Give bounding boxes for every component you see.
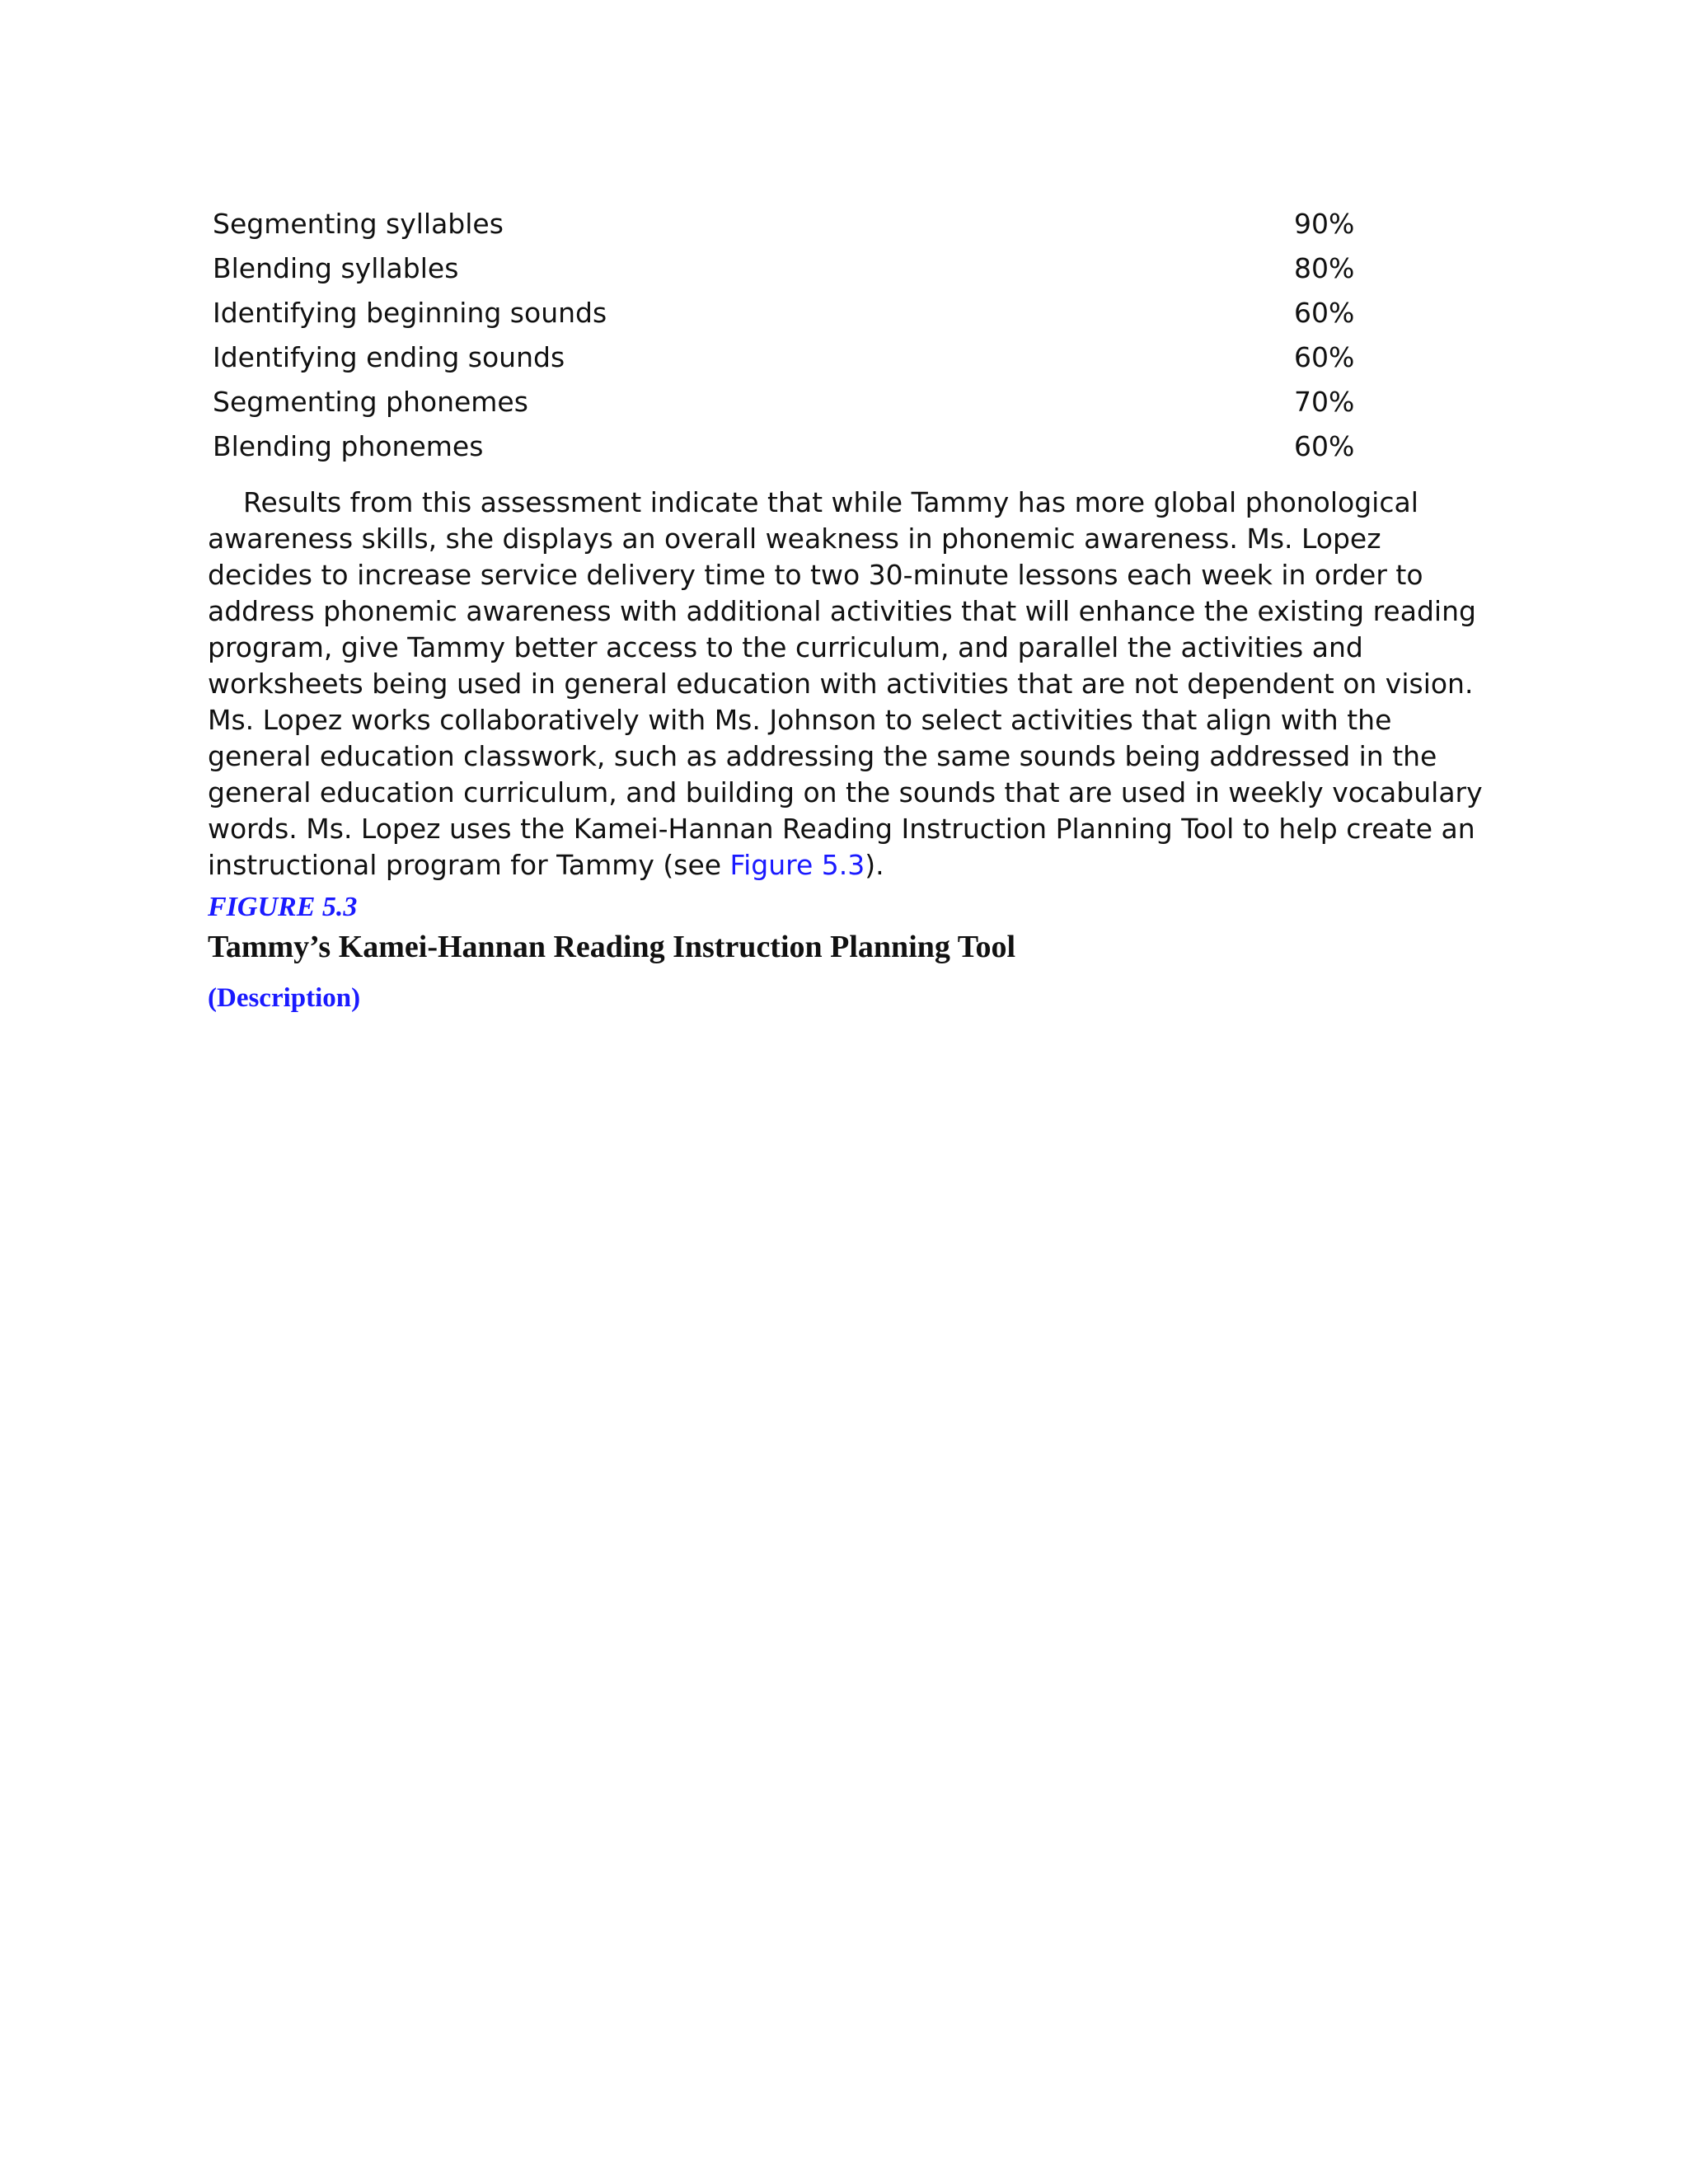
score-cell: 60% [1294,296,1355,329]
table-row [208,201,1362,246]
skill-cell: Blending syllables [213,251,459,284]
skill-cell: Segmenting syllables [213,207,504,240]
figure-description-link[interactable]: (Description) [208,983,361,1013]
table-row [208,424,1362,468]
skill-cell: Identifying beginning sounds [213,296,607,329]
table-row [208,290,1362,335]
assessment-results-table [208,201,1362,468]
figure-reference-link[interactable]: Figure 5.3 [729,849,865,881]
table-row [208,379,1362,424]
skill-cell: Identifying ending sounds [213,340,565,373]
score-cell: 90% [1294,207,1355,240]
table-row [208,246,1362,290]
score-cell: 60% [1294,340,1355,373]
score-cell: 70% [1294,385,1355,418]
body-paragraph [208,485,1485,883]
score-cell: 60% [1294,429,1355,462]
assessment-results-body [208,201,1362,468]
paragraph-text-end: ). [865,849,884,881]
skill-cell: Segmenting phonemes [213,385,528,418]
paragraph-text: Results from this assessment indicate that while Tammy has more global phonological awareness skills, she displays an overall weakness in phonemic awareness. Ms. Lopez decides to increase service delivery time to two 30-minute lessons each week in order to address phonemic awareness with additional activities that will enhance the existing reading program, give Tammy better access to the curriculum, and parallel the activities and worksheets being used in general education with activities that are not dependent on vision. Ms. Lopez works collaboratively with Ms. Johnson to select activities that align with the general education classwork, such as addressing the same sounds being addressed in the general education curriculum, and building on the sounds that are used in weekly vocabulary words. Ms. Lopez uses the Kamei-Hannan Reading Instruction Planning Tool to help create an instructional program for Tammy (see [208,486,1483,881]
figure-title: Tammy’s Kamei-Hannan Reading Instruction Planning Tool [208,930,1016,964]
score-cell: 80% [1294,251,1355,284]
figure-label: FIGURE 5.3 [208,892,358,922]
table-row [208,335,1362,379]
skill-cell: Blending phonemes [213,429,484,462]
